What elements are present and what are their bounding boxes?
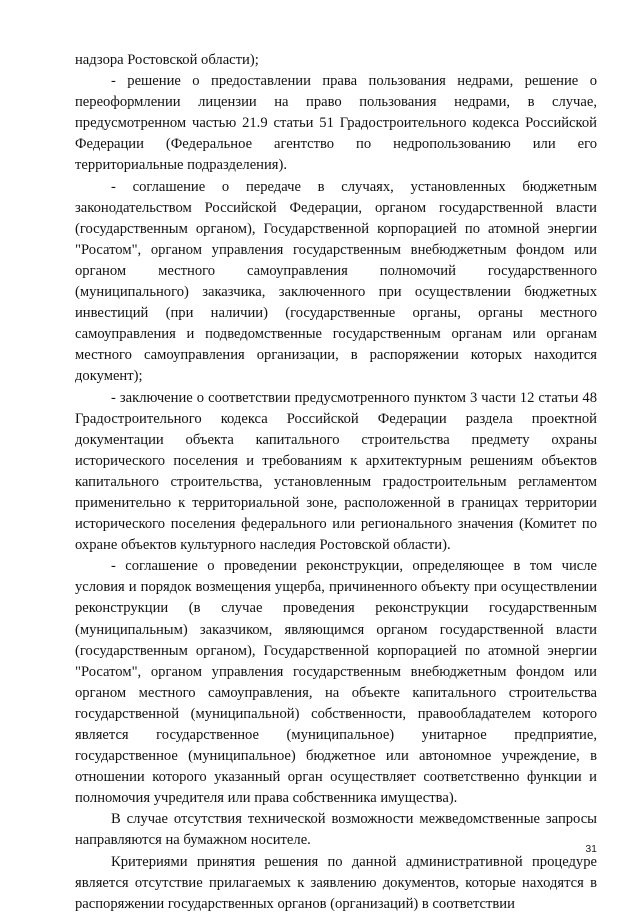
document-body — [75, 50, 597, 915]
paragraph-paper-requests: В случае отсутствия технической возможности межведомственные запросы направляются на бумажном носителе. — [75, 811, 597, 849]
page-number: 31 — [585, 843, 597, 855]
paragraph-decision-criteria: Критериями принятия решения по данной административной процедуре является отсутствие прилагаемых к заявлению документов, которые находятся в распоряжении государственных органов (организаций) в соответствии — [75, 853, 597, 912]
paragraph-conformity-conclusion: - заключение о соответствии предусмотренного пунктом 3 части 12 статьи 48 Градостроительного кодекса Российской Федерации раздела проектной документации объекта капитального строительства предмету охраны исторического поселения и требованиям к архитектурным решениям объектов капитального строительства, установленным градостроительным регламентом применительно к территориальной зоне, расположенной в границах территории исторического поселения федерального или регионального значения (Комитет по охране объектов культурного наследия Ростовской области). — [75, 389, 597, 554]
paragraph-subsoil-decision: - решение о предоставлении права пользования недрами, решение о переоформлении лицензии на право пользования недрами, в случае, предусмотренном частью 21.9 статьи 51 Градостроительного кодекса Российской Федерации (Федеральное агентство по недропользованию или его территориальные подразделения). — [75, 73, 597, 174]
paragraph-continuation: надзора Ростовской области); — [75, 52, 259, 68]
paragraph-reconstruction-agreement: - соглашение о проведении реконструкции, определяющее в том числе условия и порядок возмещения ущерба, причиненного объекту при осуществлении реконструкции (в случае проведения реконструкции государственным (муниципальным) заказчиком, являющимся органом государственной власти (государственным органом), Государственной корпорацией по атомной энергии "Росатом", органом управления государственным внебюджетным фондом или органом местного самоуправления, на объекте капитального строительства государственной (муниципальной) собственности, правообладателем которого является государственное (муниципальное) унитарное предприятие, государственное (муниципальное) бюджетное или автономное учреждение, в отношении которого указанный орган осуществляет соответственно функции и полномочия учредителя или права собственника имущества). — [75, 558, 597, 807]
paragraph-transfer-agreement: - соглашение о передаче в случаях, установленных бюджетным законодательством Российской Федерации, органом государственной власти (государственным органом), Государственной корпорацией по атомной энергии "Росатом", органом управления государственным внебюджетным фондом или органом местного самоуправления полномочий государственного (муниципального) заказчика, заключенного при осуществлении бюджетных инвестиций (при наличии) (государственные органы, органы местного самоуправления и подведомственные государственным органам или органам местного самоуправления организации, в распоряжении которых находится документ); — [75, 178, 597, 385]
